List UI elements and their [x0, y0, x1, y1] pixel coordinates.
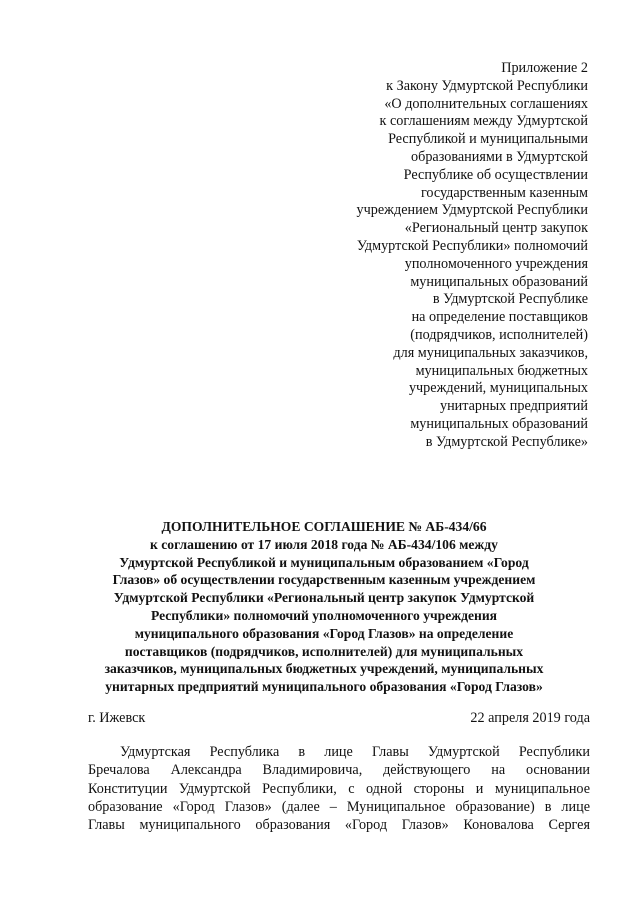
appendix-line: муниципальных бюджетных — [415, 362, 588, 379]
body-line: образование «Город Глазов» (далее – Муниципальное образование) в лице — [88, 798, 590, 815]
appendix-header — [298, 60, 588, 452]
appendix-line: учреждением Удмуртской Республики — [356, 202, 588, 219]
place-of-signing: г. Ижевск — [88, 710, 146, 726]
appendix-line: в Удмуртской Республике» — [425, 433, 588, 450]
body-line: Главы муниципального образования «Город Глазов» Коновалова Сергея — [88, 817, 590, 834]
title-line: заказчиков, муниципальных бюджетных учреждений, муниципальных — [104, 661, 544, 677]
appendix-line: к соглашениям между Удмуртской — [379, 113, 588, 130]
title-line: муниципального образования «Город Глазов» на определение — [134, 625, 514, 641]
agreement-body — [88, 743, 590, 834]
appendix-line: унитарных предприятий — [439, 398, 588, 415]
title-line: поставщиков (подрядчиков, исполнителей) для муниципальных — [124, 643, 524, 659]
appendix-line: Удмуртской Республики» полномочий — [356, 237, 588, 254]
appendix-line: образованиями в Удмуртской — [411, 148, 588, 165]
appendix-line: (подрядчиков, исполнителей) — [410, 326, 588, 343]
appendix-line: муниципальных образований — [410, 415, 588, 432]
appendix-line: государственным казенным — [420, 184, 588, 201]
agreement-date: 22 апреля 2019 года — [470, 710, 590, 726]
appendix-line: в Удмуртской Республике — [432, 291, 588, 308]
title-line: Удмуртской Республикой и муниципальным образованием «Город — [119, 554, 529, 570]
title-line: унитарных предприятий муниципального образования «Город Глазов» — [105, 679, 543, 695]
appendix-line: Приложение 2 — [501, 60, 588, 76]
title-line: Республики» полномочий уполномоченного учреждения — [150, 607, 498, 623]
appendix-line: уполномоченного учреждения — [404, 255, 588, 272]
title-line: к соглашению от 17 июля 2018 года № АБ-434/106 между — [150, 536, 498, 552]
appendix-line: муниципальных образований — [410, 273, 588, 290]
appendix-line: для муниципальных заказчиков, — [393, 344, 588, 361]
title-line: ДОПОЛНИТЕЛЬНОЕ СОГЛАШЕНИЕ № АБ-434/66 — [161, 519, 487, 534]
appendix-line: Республикой и муниципальными — [388, 131, 588, 148]
body-line: Удмуртская Республика в лице Главы Удмуртской Республики — [120, 744, 590, 760]
body-line: Бречалова Александра Владимировича, действующего на основании — [88, 762, 590, 779]
title-line: Удмуртской Республики «Региональный центр закупок Удмуртской — [113, 590, 535, 606]
appendix-line: «Региональный центр закупок — [404, 220, 588, 237]
appendix-line: учреждений, муниципальных — [408, 380, 588, 397]
agreement-title — [60, 518, 588, 696]
appendix-line: «О дополнительных соглашениях — [384, 95, 588, 112]
title-line: Глазов» об осуществлении государственным казенным учреждением — [112, 572, 536, 588]
appendix-line: к Закону Удмуртской Республики — [386, 77, 588, 94]
body-line: Конституции Удмуртской Республики, с одной стороны и муниципальное — [88, 780, 590, 797]
appendix-line: Республике об осуществлении — [403, 166, 588, 183]
appendix-line: на определение поставщиков — [411, 309, 588, 326]
